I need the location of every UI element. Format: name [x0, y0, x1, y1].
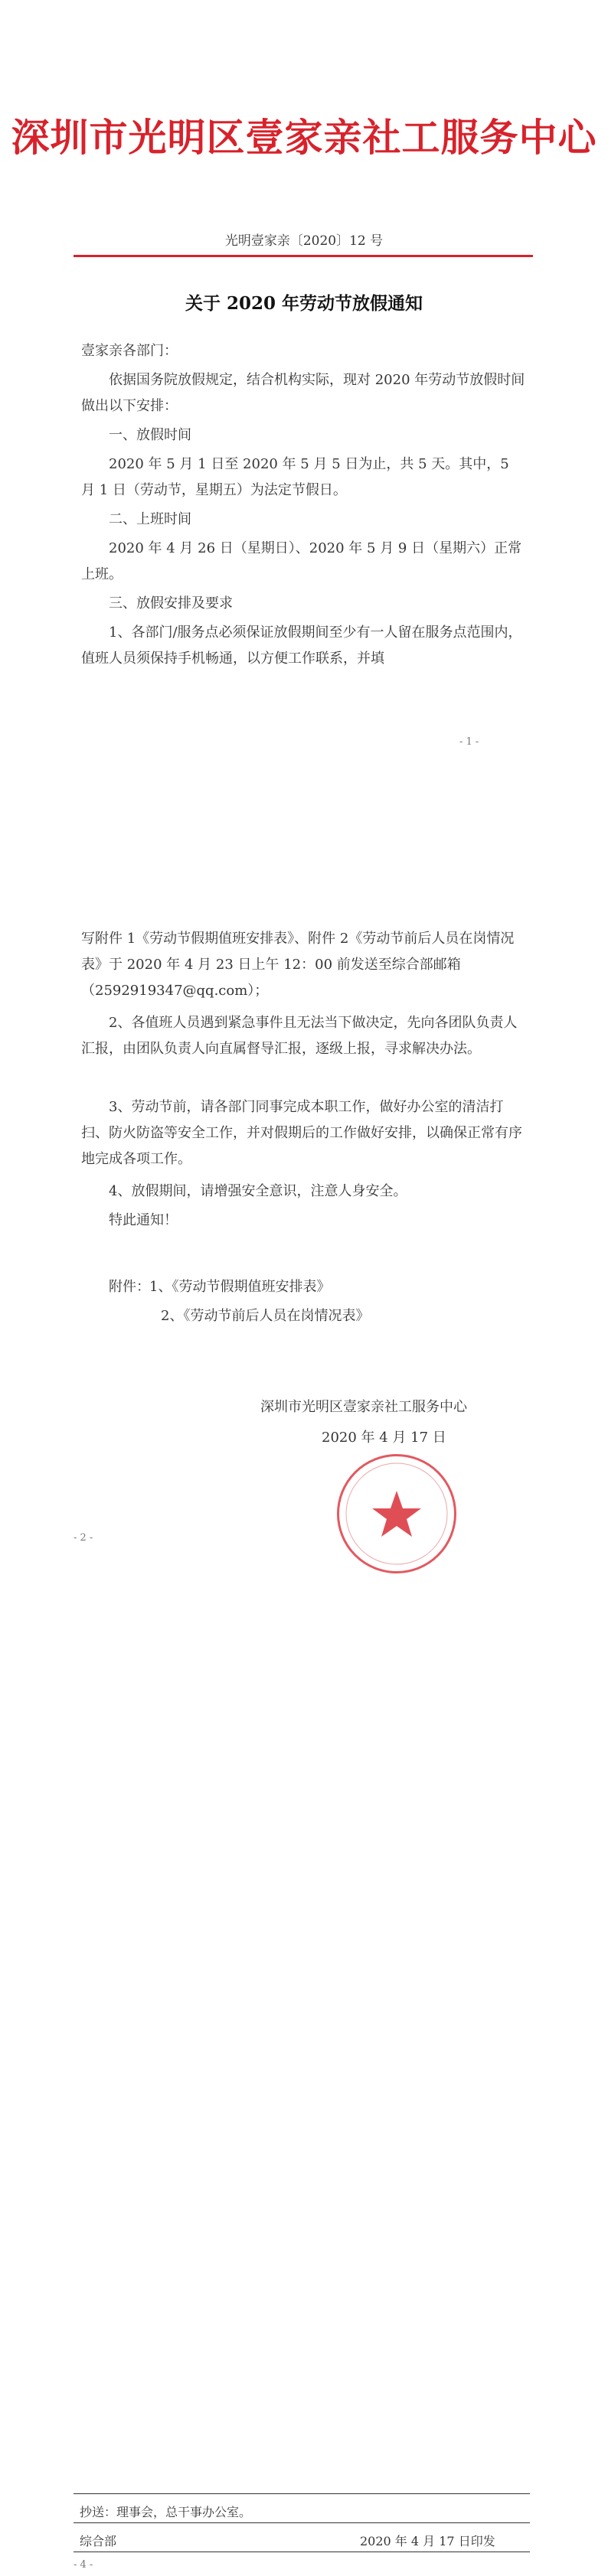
- section-1-body: 2020 年 5 月 1 日至 2020 年 5 月 5 日为止，共 5 天。其中，5 月 1 日（劳动节，星期五）为法定节假日。: [81, 456, 509, 498]
- closing: 特此通知！: [109, 1212, 178, 1228]
- attachment-1: 1、《劳动节假期值班安排表》: [149, 1279, 331, 1295]
- organization-title: 深圳市光明区壹家亲社工服务中心: [11, 115, 597, 160]
- page-number-1: - 1 -: [459, 736, 479, 748]
- cc-line: 抄送：理事会，总干事办公室。: [80, 2505, 252, 2519]
- section-1-heading: 一、放假时间: [109, 427, 191, 443]
- page-number-2: - 2 -: [74, 1532, 93, 1544]
- issuer: 综合部: [80, 2534, 117, 2548]
- signature-date: 2020 年 4 月 17 日: [322, 1430, 446, 1446]
- section-2-heading: 二、上班时间: [109, 511, 191, 527]
- section-3-heading: 三、放假安排及要求: [109, 595, 233, 611]
- section-2-body: 2020 年 4 月 26 日（星期日）、2020 年 5 月 9 日（星期六）正常上班。: [81, 540, 522, 582]
- attachments-label: 附件：: [109, 1279, 150, 1295]
- document-number: 光明壹家亲〔2020〕12 号: [224, 233, 384, 249]
- attachment-2: 2、《劳动节前后人员在岗情况表》: [161, 1308, 370, 1324]
- issue-date: 2020 年 4 月 17 日印发: [360, 2534, 495, 2548]
- item-1-continuation: 写附件 1《劳动节假期值班安排表》、附件 2《劳动节前后人员在岗情况表》于 2020 年 4 月 23 日上午 12：00 前发送至综合部邮箱（2592919347@qq.com）；: [81, 931, 515, 999]
- red-divider-line: [74, 255, 533, 257]
- item-1-start: 1、各部门/服务点必须保证放假期间至少有一人留在服务点范围内，值班人员须保持手机畅通，以方便工作联系，并填: [81, 624, 522, 667]
- footer-middle-line: [74, 2522, 530, 2523]
- official-seal-stamp: [337, 1454, 456, 1573]
- salutation: 壹家亲各部门：: [81, 343, 178, 359]
- item-3: 3、劳动节前，请各部门同事完成本职工作，做好办公室的清洁打扫、防火防盗等安全工作，并对假期后的工作做好安排，以确保正常有序地完成各项工作。: [81, 1099, 522, 1167]
- item-2: 2、各值班人员遇到紧急事件且无法当下做决定，先向各团队负责人汇报，由团队负责人向直属督导汇报，逐级上报，寻求解决办法。: [81, 1015, 518, 1057]
- intro-paragraph: 依据国务院放假规定，结合机构实际，现对 2020 年劳动节放假时间做出以下安排：: [81, 372, 525, 414]
- page-number-4: - 4 -: [74, 2559, 93, 2571]
- signature-organization: 深圳市光明区壹家亲社工服务中心: [260, 1399, 467, 1415]
- item-4: 4、放假期间，请增强安全意识，注意人身安全。: [109, 1183, 407, 1199]
- seal-star-icon: [339, 1456, 454, 1571]
- document-title: 关于 2020 年劳动节放假通知: [185, 293, 423, 314]
- footer-top-line: [74, 2493, 530, 2494]
